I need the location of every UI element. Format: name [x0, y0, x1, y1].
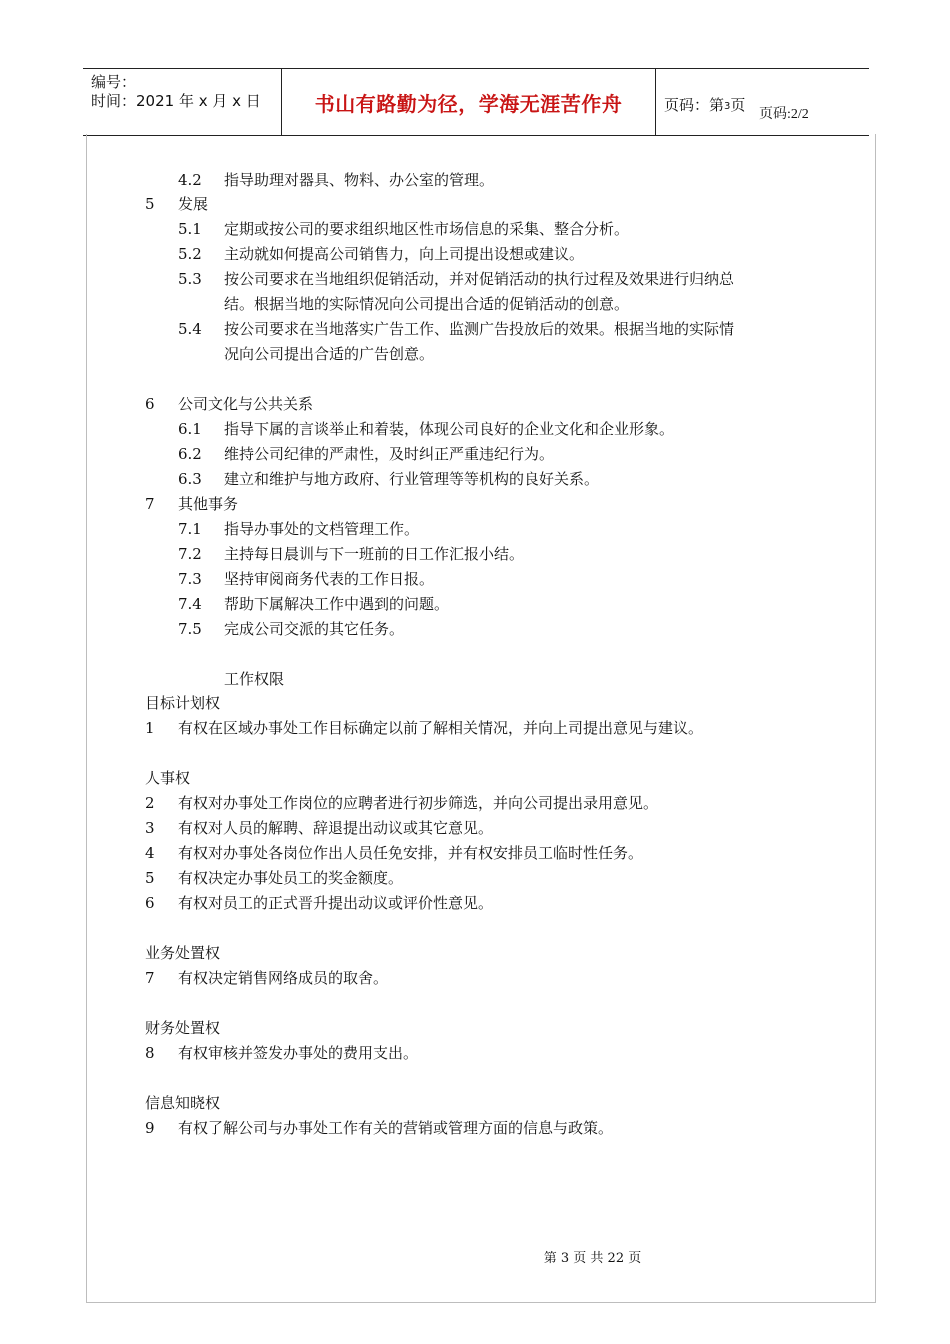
item-number: 7 — [145, 495, 155, 513]
item-text: 有权在区域办事处工作目标确定以前了解相关情况，并向上司提出意见与建议。 — [178, 719, 704, 737]
motto-title: 书山有路勤为径，学海无涯苦作舟 — [281, 69, 656, 135]
page-footer: 第 3 页 共 22 页 — [543, 1251, 642, 1266]
item-text: 况向公司提出合适的广告创意。 — [224, 345, 435, 363]
item-text: 指导助理对器具、物料、办公室的管理。 — [224, 171, 495, 189]
item-text: 人事权 — [145, 769, 191, 787]
item-number: 5.4 — [178, 320, 202, 338]
item-text: 指导下属的言谈举止和着装，体现公司良好的企业文化和企业形象。 — [224, 420, 675, 438]
item-text: 维持公司纪律的严肃性，及时纠正严重违纪行为。 — [224, 445, 555, 463]
item-number: 5.3 — [178, 270, 202, 288]
item-text: 工作权限 — [224, 670, 285, 688]
item-text: 主持每日晨训与下一班前的日工作汇报小结。 — [224, 545, 525, 563]
item-number: 4.2 — [178, 171, 202, 189]
item-number: 9 — [145, 1119, 155, 1137]
item-number: 5.2 — [178, 245, 202, 263]
item-text: 按公司要求在当地组织促销活动，并对促销活动的执行过程及效果进行归纳总 — [224, 270, 735, 288]
item-number: 5 — [145, 195, 155, 213]
item-text: 有权对人员的解聘、辞退提出动议或其它意见。 — [178, 819, 494, 837]
item-number: 1 — [145, 719, 155, 737]
item-number: 2 — [145, 794, 155, 812]
item-text: 主动就如何提高公司销售力，向上司提出设想或建议。 — [224, 245, 585, 263]
item-text: 有权对办事处工作岗位的应聘者进行初步筛选，并向公司提出录用意见。 — [178, 794, 659, 812]
item-text: 帮助下属解决工作中遇到的问题。 — [224, 595, 450, 613]
item-number: 6 — [145, 395, 155, 413]
item-text: 信息知晓权 — [145, 1094, 221, 1112]
item-text: 按公司要求在当地落实广告工作、监测广告投放后的效果。根据当地的实际情 — [224, 320, 735, 338]
item-number: 6.2 — [178, 445, 202, 463]
item-text: 建立和维护与地方政府、行业管理等等机构的良好关系。 — [224, 470, 600, 488]
item-text: 指导办事处的文档管理工作。 — [224, 520, 420, 538]
header-info — [91, 73, 287, 111]
item-number: 6.1 — [178, 420, 202, 438]
item-text: 目标计划权 — [145, 694, 221, 712]
item-text: 财务处置权 — [145, 1019, 221, 1037]
item-text: 有权审核并签发办事处的费用支出。 — [178, 1044, 419, 1062]
item-text: 有权决定销售网络成员的取舍。 — [178, 969, 389, 987]
item-text: 有权对员工的正式晋升提出动议或评价性意见。 — [178, 894, 494, 912]
item-text: 业务处置权 — [145, 944, 221, 962]
item-text: 公司文化与公共关系 — [178, 395, 314, 413]
item-number: 4 — [145, 844, 155, 862]
date-label: 时间：2021 年 x 月 x 日 — [91, 92, 261, 110]
item-text: 完成公司交派的其它任务。 — [224, 620, 405, 638]
page-header — [83, 68, 869, 136]
item-text: 有权了解公司与办事处工作有关的营销或管理方面的信息与政策。 — [178, 1119, 614, 1137]
item-number: 5 — [145, 869, 155, 887]
item-number: 6.3 — [178, 470, 202, 488]
item-number: 8 — [145, 1044, 155, 1062]
item-number: 7.1 — [178, 520, 202, 538]
item-number: 3 — [145, 819, 155, 837]
item-text: 其他事务 — [178, 495, 239, 513]
item-number: 5.1 — [178, 220, 202, 238]
item-text: 发展 — [178, 195, 209, 213]
page-num: 3 — [724, 101, 731, 112]
page-label: 页码：第 — [664, 96, 725, 114]
item-number: 7.3 — [178, 570, 202, 588]
item-number: 7.5 — [178, 620, 202, 638]
item-text: 定期或按公司的要求组织地区性市场信息的采集、整合分析。 — [224, 220, 630, 238]
item-number: 7.2 — [178, 545, 202, 563]
item-text: 有权对办事处各岗位作出人员任免安排，并有权安排员工临时性任务。 — [178, 844, 644, 862]
item-number: 6 — [145, 894, 155, 912]
page-number-label — [664, 94, 746, 115]
code-label: 编号： — [91, 73, 137, 91]
item-number: 7.4 — [178, 595, 202, 613]
page-alt: 页码:2/2 — [759, 107, 809, 122]
item-number: 7 — [145, 969, 155, 987]
item-text: 坚持审阅商务代表的工作日报。 — [224, 570, 435, 588]
page-tail: 页 — [730, 96, 746, 114]
item-text: 结。根据当地的实际情况向公司提出合适的促销活动的创意。 — [224, 295, 630, 313]
item-text: 有权决定办事处员工的奖金额度。 — [178, 869, 404, 887]
